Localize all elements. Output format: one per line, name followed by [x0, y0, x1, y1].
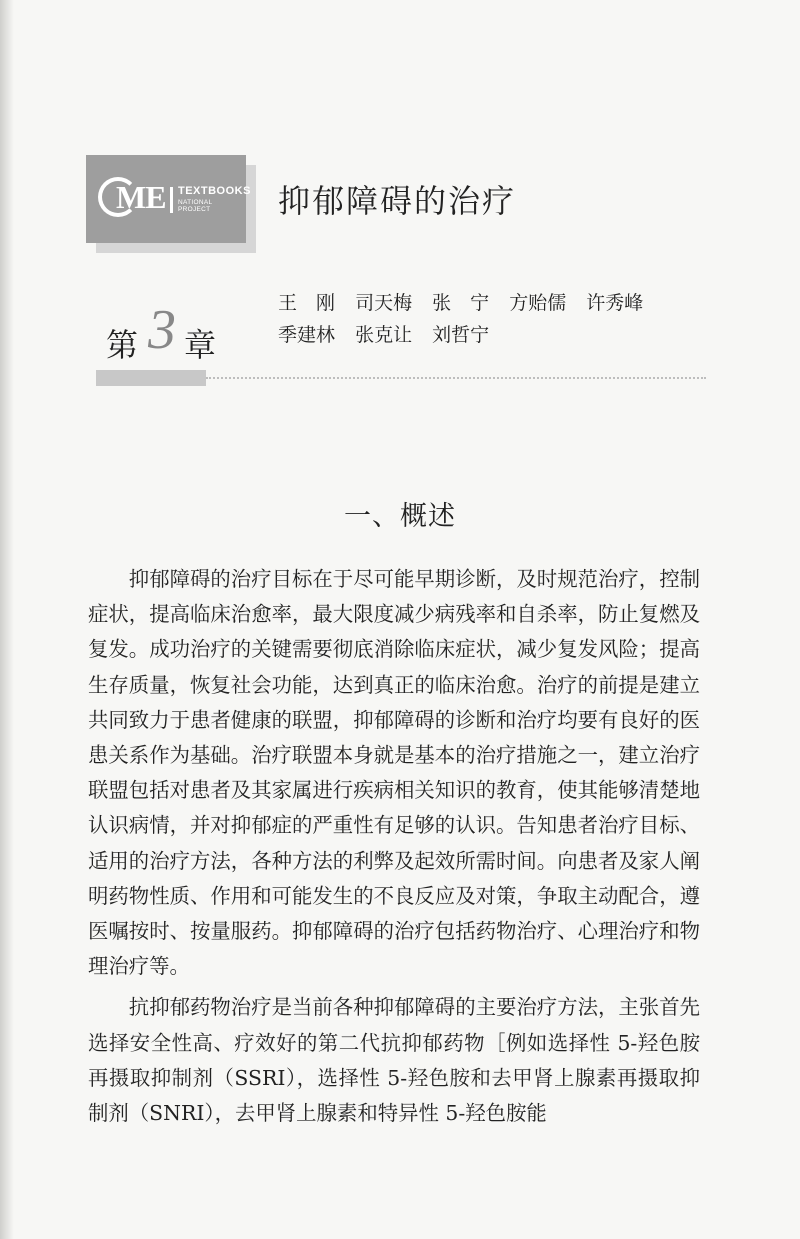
chapter-number: 3 [148, 299, 176, 361]
author-name: 王 刚 [278, 292, 336, 314]
logo-me-text: ME [116, 179, 166, 215]
cme-logo-mark [98, 175, 251, 225]
author-name: 司天梅 [355, 292, 413, 314]
author-name: 方贻儒 [509, 292, 567, 314]
chapter-title: 抑郁障碍的治疗 [278, 182, 517, 220]
cme-logo [86, 155, 251, 243]
chapter-number-label [100, 299, 230, 364]
author-name: 张克让 [355, 324, 413, 346]
logo-national-project-text: NATIONAL PROJECT [178, 199, 213, 213]
author-name: 许秀峰 [586, 292, 644, 314]
chapter-label-prefix: 第 [106, 326, 139, 364]
author-name: 张 宁 [432, 292, 490, 314]
author-name: 季建林 [278, 324, 336, 346]
body-text [88, 562, 700, 1137]
dotted-divider [206, 377, 706, 379]
section-heading: 一、概述 [344, 501, 456, 532]
chapter-label-suffix: 章 [184, 326, 217, 364]
chapter-label-underbar [96, 370, 206, 386]
logo-divider [170, 187, 173, 213]
paragraph: 抑郁障碍的治疗目标在于尽可能早期诊断，及时规范治疗，控制症状，提高临床治愈率，最大限度减少病残率和自杀率，防止复燃及复发。成功治疗的关键需要彻底消除临床症状，减少复发风险；提高生存质量，恢复社会功能，达到真正的临床治愈。治疗的前提是建立共同致力于患者健康的联盟，抑郁障碍的诊断和治疗均要有良好的医患关系作为基础。治疗联盟本身就是基本的治疗措施之一，建立治疗联盟包括对患者及其家属进行疾病相关知识的教育，使其能够清楚地认识病情，并对抑郁症的严重性有足够的认识。告知患者治疗目标、适用的治疗方法，各种方法的利弊及起效所需时间。向患者及家人阐明药物性质、作用和可能发生的不良反应及对策，争取主动配合，遵医嘱按时、按量服药。抑郁障碍的治疗包括药物治疗、心理治疗和物理治疗等。 [88, 567, 700, 979]
logo-textbooks-text: TEXTBOOKS [178, 185, 251, 197]
author-name: 刘哲宁 [432, 324, 490, 346]
page-edge-shadow [0, 0, 14, 1239]
author-list [278, 287, 698, 351]
paragraph: 抗抑郁药物治疗是当前各种抑郁障碍的主要治疗方法，主张首先选择安全性高、疗效好的第二代抗抑郁药物［例如选择性 5-羟色胺再摄取抑制剂（SSRI），选择性 5-羟色胺和去甲肾上腺素再摄取抑制剂（SNRI），去甲肾上腺素和特异性 5-羟色胺能 [88, 995, 700, 1126]
